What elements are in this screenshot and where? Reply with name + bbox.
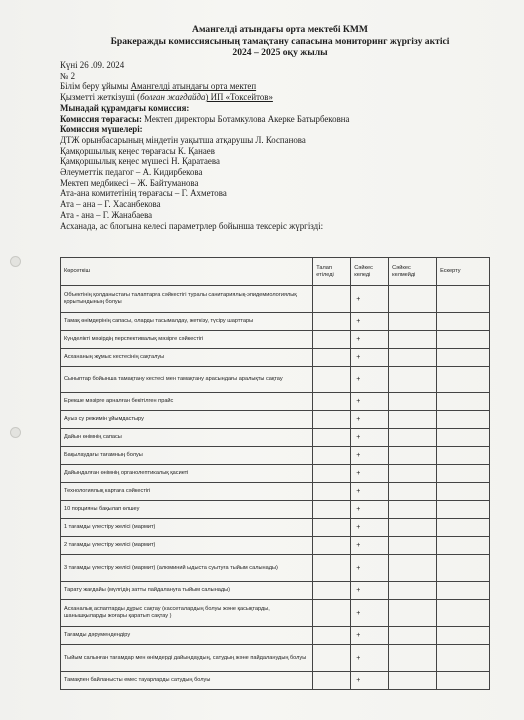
table-row [61,600,490,627]
table-row [61,582,490,600]
required-cell [313,501,351,519]
indicator-cell: Асханалық аспаптарды дұрыс сақтау (кассеталардың болуы және қасықтарды, шанышқыларды жоғары қаратып сақтау ) [61,600,313,627]
compliant-mark-cell: + [351,411,389,429]
member-item: Ата – ана – Г. Хасанбекова [60,199,161,210]
column-header: Ескерту [437,258,490,286]
note-cell [437,519,490,537]
indicator-cell: Асхананың жұмыс кестесінің сақталуы [61,349,313,367]
document-header [70,24,490,59]
indicator-cell: Бақылаудағы тағамның болуы [61,447,313,465]
table-row [61,645,490,672]
compliant-mark-cell: + [351,367,389,393]
indicator-cell: Тыйым салынған тағамдар мен өнімдерді дайындаудың, сатудың және пайдаланудың болуы [61,645,313,672]
noncompliant-cell [389,331,437,349]
note-cell [437,627,490,645]
required-cell [313,537,351,555]
monitoring-table [60,257,490,690]
organization-line [60,81,500,92]
table-row [61,393,490,411]
note-cell [437,582,490,600]
supplier-label: Қызметті жеткізуші ( [60,92,141,103]
required-cell [313,672,351,690]
required-cell [313,393,351,411]
noncompliant-cell [389,645,437,672]
column-header: Сәйкес келмейді [389,258,437,286]
member-item: Қамқоршылық кеңес төрағасы К. Қанаев [60,145,215,156]
note-cell [437,331,490,349]
column-header: Талап етіледі [313,258,351,286]
noncompliant-cell [389,367,437,393]
indicator-cell: 2 тағамды үлестіру желісі (мармит) [61,537,313,555]
indicator-cell: Ерекше мәзірге арналған бекітілген прайс [61,393,313,411]
note-cell [437,672,490,690]
compliant-mark-cell: + [351,429,389,447]
indicator-cell: Объектінің қолданыстағы талаптарға сәйкестігі туралы санитариялық-эпидемиологиялық қорытындының болуы [61,286,313,313]
compliant-mark-cell: + [351,645,389,672]
table-row [61,367,490,393]
noncompliant-cell [389,600,437,627]
table-row [61,501,490,519]
compliant-mark-cell: + [351,331,389,349]
compliant-mark-cell: + [351,555,389,582]
note-cell [437,393,490,411]
table-row [61,447,490,465]
member-item: Ата - ана – Г. Жанабаева [60,209,153,220]
act-date: Күні 26 .09. 2024 [60,60,125,70]
required-cell [313,483,351,501]
table-header-row [61,258,490,286]
noncompliant-cell [389,555,437,582]
required-cell [313,286,351,313]
table-row [61,349,490,367]
noncompliant-cell [389,672,437,690]
required-cell [313,331,351,349]
note-cell [437,286,490,313]
column-header: Көрсеткіш [61,258,313,286]
compliant-mark-cell: + [351,600,389,627]
required-cell [313,447,351,465]
member-item: Мектеп медбикесі – Ж. Байтуманова [60,177,199,188]
punch-hole [10,427,21,438]
supplier-note: болған жағдайда [140,92,206,103]
academic-year: 2024 – 2025 оқу жылы [232,47,328,58]
members-heading: Комиссия мүшелері: [60,124,143,135]
member-item: Ата-ана комитетінің төрағасы – Г. Ахметова [60,188,227,199]
member-item: ДТЖ орынбасарының міндетін уақытша атқарушы Л. Коспанова [60,134,306,145]
note-cell [437,483,490,501]
indicator-cell: Дайындалған өнімнің органолептикалық қасиеті [61,465,313,483]
noncompliant-cell [389,519,437,537]
indicator-cell: Тамақпен байланысты емес тауарларды сатудың болуы [61,672,313,690]
compliant-mark-cell: + [351,537,389,555]
compliant-mark-cell: + [351,501,389,519]
table-row [61,465,490,483]
table-row [61,483,490,501]
noncompliant-cell [389,313,437,331]
indicator-cell: 1 тағамды үлестіру желісі (мармит) [61,519,313,537]
compliant-mark-cell: + [351,349,389,367]
required-cell [313,600,351,627]
organization-label: Білім беру ұйымы [60,81,129,92]
organization-value: Амангелді атындағы орта мектеп [130,81,257,92]
required-cell [313,349,351,367]
table-row [61,331,490,349]
note-cell [437,349,490,367]
required-cell [313,429,351,447]
chair-value: Мектеп директоры Ботамкулова Акерке Батырбековна [144,113,350,124]
required-cell [313,582,351,600]
note-cell [437,367,490,393]
table-row [61,313,490,331]
noncompliant-cell [389,429,437,447]
member-item: Әлеуметтік педагог – А. Кидирбекова [60,167,203,178]
commission-heading: Мынадай құрамдағы комиссия: [60,102,190,113]
school-name: Амангелді атындағы орта мектебі КММ [192,24,368,35]
required-cell [313,519,351,537]
noncompliant-cell [389,483,437,501]
indicator-cell: Күнделікті мәзірдің перспективалық мәзірге сәйкестігі [61,331,313,349]
punch-hole [10,256,21,267]
act-number: № 2 [60,70,76,81]
noncompliant-cell [389,582,437,600]
table-row [61,411,490,429]
indicator-cell: Тамақ өнімдерінің сапасы, оларды тасымалдау, жеткізу, түсіру шарттары [61,313,313,331]
column-header: Сәйкес келеді [351,258,389,286]
table-row [61,286,490,313]
supplier-value: ) ИП «Токсейтов» [205,92,273,103]
compliant-mark-cell: + [351,627,389,645]
chair-label: Комиссия төрағасы: [60,113,142,124]
table-row [61,627,490,645]
table-row [61,672,490,690]
noncompliant-cell [389,501,437,519]
note-cell [437,411,490,429]
inspection-intro: Асханада, ас блогына келесі параметрлер бойынша тексеріс жүргізді: [60,220,324,231]
compliant-mark-cell: + [351,519,389,537]
noncompliant-cell [389,393,437,411]
noncompliant-cell [389,349,437,367]
act-title: Бракеражды комиссиясының тамақтану сапасына мониторинг жүргізу актісі [110,35,450,47]
noncompliant-cell [389,447,437,465]
noncompliant-cell [389,537,437,555]
chair-line [60,114,500,125]
required-cell [313,367,351,393]
indicator-cell: 3 тағамды үлестіру желісі (мармит) (алюминий ыдыста суытуға тыйым салынады) [61,555,313,582]
note-cell [437,555,490,582]
table-row [61,537,490,555]
note-cell [437,645,490,672]
compliant-mark-cell: + [351,313,389,331]
required-cell [313,465,351,483]
note-cell [437,429,490,447]
noncompliant-cell [389,411,437,429]
required-cell [313,555,351,582]
required-cell [313,627,351,645]
member-item: Қамқоршылық кеңес мүшесі Н. Қаратаева [60,156,220,167]
noncompliant-cell [389,627,437,645]
note-cell [437,447,490,465]
noncompliant-cell [389,286,437,313]
compliant-mark-cell: + [351,483,389,501]
act-details [60,60,500,231]
note-cell [437,465,490,483]
required-cell [313,645,351,672]
compliant-mark-cell: + [351,393,389,411]
indicator-cell: Тарату жағдайы (мүлгідің затты пайдалануға тыйым салынады) [61,582,313,600]
table-row [61,555,490,582]
compliant-mark-cell: + [351,465,389,483]
indicator-cell: Сыныптар бойынша тамақтану кестесі мен тамақтану арасындағы аралықты сақтау [61,367,313,393]
table-row [61,519,490,537]
indicator-cell: Ауыз су режимін ұйымдастыру [61,411,313,429]
compliant-mark-cell: + [351,582,389,600]
compliant-mark-cell: + [351,447,389,465]
indicator-cell: Дайын өнімнің сапасы [61,429,313,447]
supplier-line [60,92,500,103]
table-row [61,429,490,447]
required-cell [313,313,351,331]
note-cell [437,537,490,555]
indicator-cell: 10 порцияны бақылап өлшеу [61,501,313,519]
required-cell [313,411,351,429]
indicator-cell: Технологиялық картаға сәйкестігі [61,483,313,501]
noncompliant-cell [389,465,437,483]
note-cell [437,313,490,331]
compliant-mark-cell: + [351,672,389,690]
note-cell [437,501,490,519]
note-cell [437,600,490,627]
indicator-cell: Тағамды дәрумендендіру [61,627,313,645]
compliant-mark-cell: + [351,286,389,313]
